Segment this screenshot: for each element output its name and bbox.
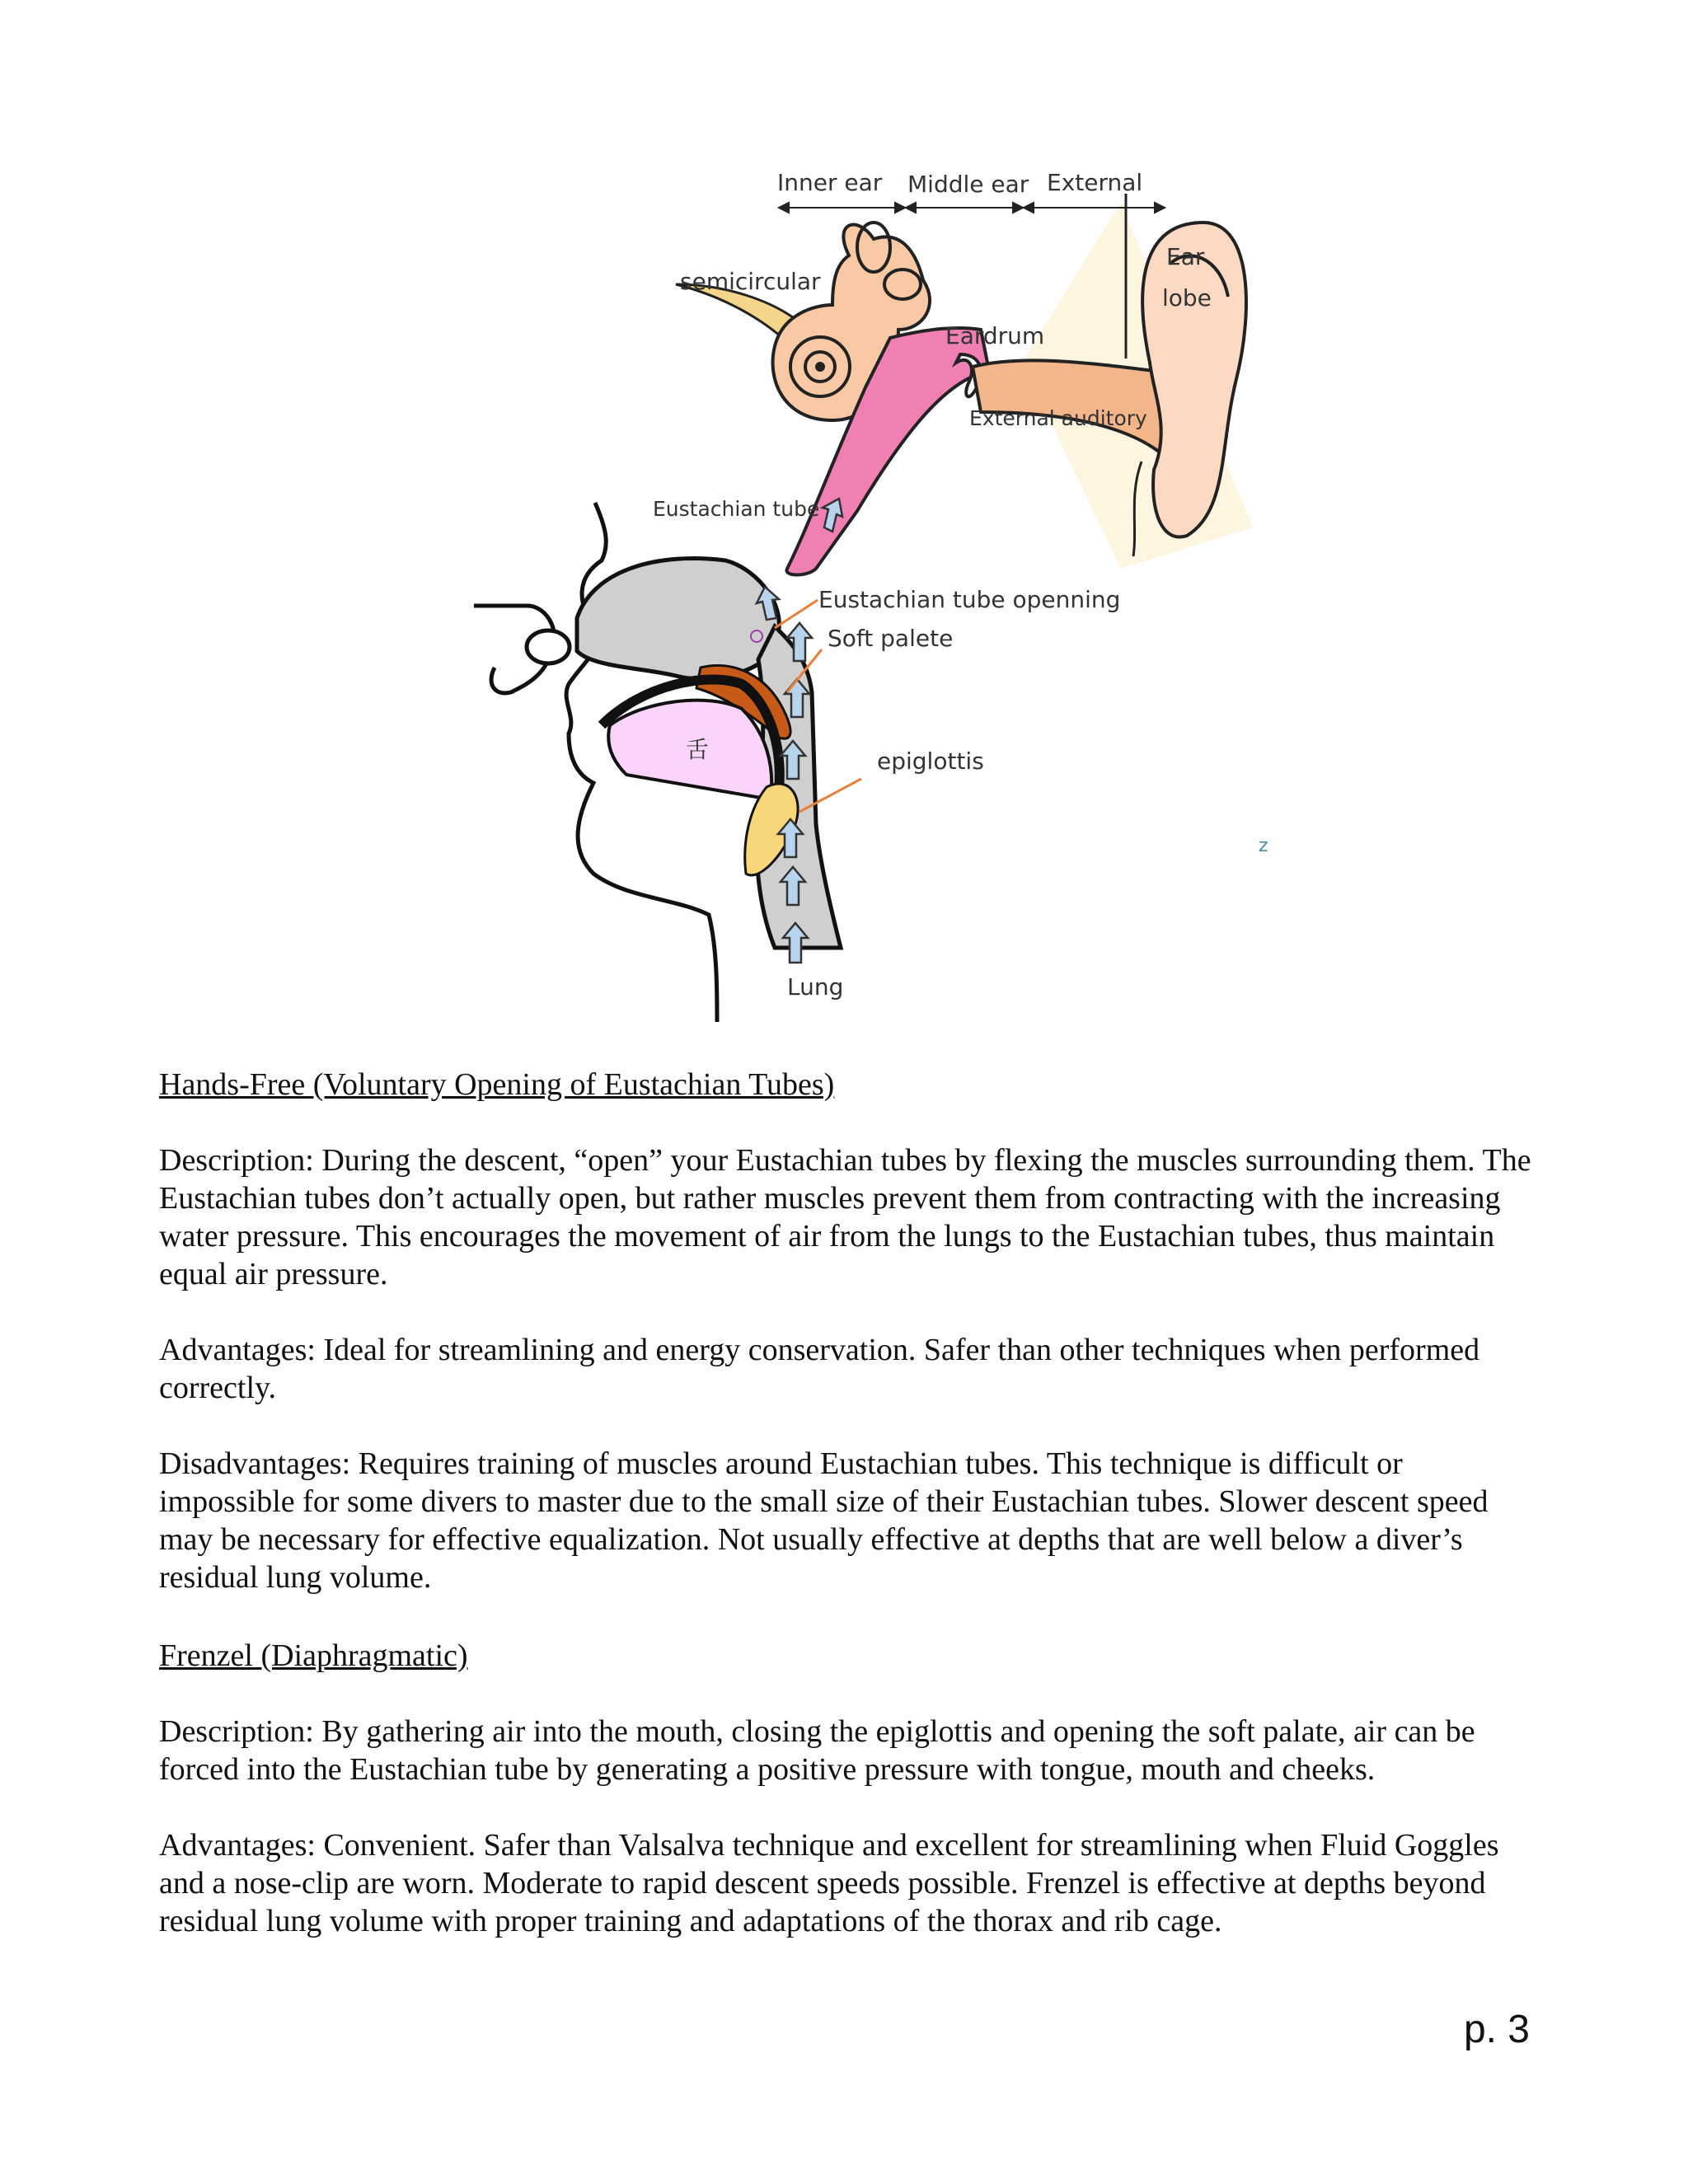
ear-section-arrows: [779, 203, 1165, 213]
label-ear: Ear: [1166, 243, 1205, 270]
advantages-paragraph: Advantages: Ideal for streamlining and energy conservation. Safer than other techniques when performed correctly.: [159, 1333, 1480, 1405]
description-paragraph: Description: By gathering air into the mouth, closing the epiglottis and opening the soft palate, air can be forced into the Eustachian tube by generating a positive pressure with tongue, mouth and cheeks.: [159, 1714, 1475, 1787]
nasal-cavity: [577, 559, 779, 679]
description-paragraph: Description: During the descent, “open” your Eustachian tubes by flexing the muscles surrounding them. The Eustachian tubes don’t actually open, but rather muscles prevent them from contracting with the increasing water pressure. This encourages the movement of air from the lungs to the Eustachian tubes, thus maintain equal air pressure.: [159, 1143, 1531, 1291]
label-middle-ear: Middle ear: [907, 171, 1029, 198]
section-frenzel: [159, 1637, 1544, 1940]
page-number: p. 3: [1463, 2008, 1530, 2051]
label-epiglottis: epiglottis: [877, 748, 984, 775]
disadvantages-paragraph: Disadvantages: Requires training of muscles around Eustachian tubes. This technique is difficult or impossible for some divers to master due to the small size of their Eustachian tubes. Slower descent speed may be necessary for effective equalization. Not usually effective at depths that are well below a diver’s residual lung volume.: [159, 1446, 1489, 1595]
label-tongue: 舌: [686, 736, 710, 763]
label-eardrum: Eardrum: [945, 322, 1045, 349]
label-soft-palate: Soft palete: [828, 625, 954, 652]
ear-airway-diagram: [0, 0, 1688, 1022]
label-eustachian-tube: Eustachian tube: [653, 497, 820, 521]
label-external-auditory: External auditory: [969, 406, 1147, 430]
label-lobe: lobe: [1162, 284, 1212, 312]
section-heading: Hands-Free (Voluntary Opening of Eustachian Tubes): [159, 1067, 835, 1102]
label-inner-ear: Inner ear: [777, 169, 883, 196]
advantages-paragraph: Advantages: Convenient. Safer than Valsalva technique and excellent for streamlining when Fluid Goggles and a nose-clip are worn. Moderate to rapid descent speeds possible. Frenzel is effective at depths beyond residual lung volume with proper training and adaptations of the thorax and rib cage.: [159, 1828, 1499, 1938]
section-hands-free: [159, 1066, 1544, 1596]
section-heading: Frenzel (Diaphragmatic): [159, 1638, 468, 1673]
label-lung: Lung: [787, 973, 844, 1001]
stray-mark: z: [1259, 836, 1268, 856]
label-eustachian-tube-opening: Eustachian tube openning: [818, 586, 1121, 613]
label-external: External: [1047, 169, 1143, 196]
label-semicircular: semicircular: [680, 268, 821, 295]
ear-airway-illustration: [0, 0, 1688, 1022]
